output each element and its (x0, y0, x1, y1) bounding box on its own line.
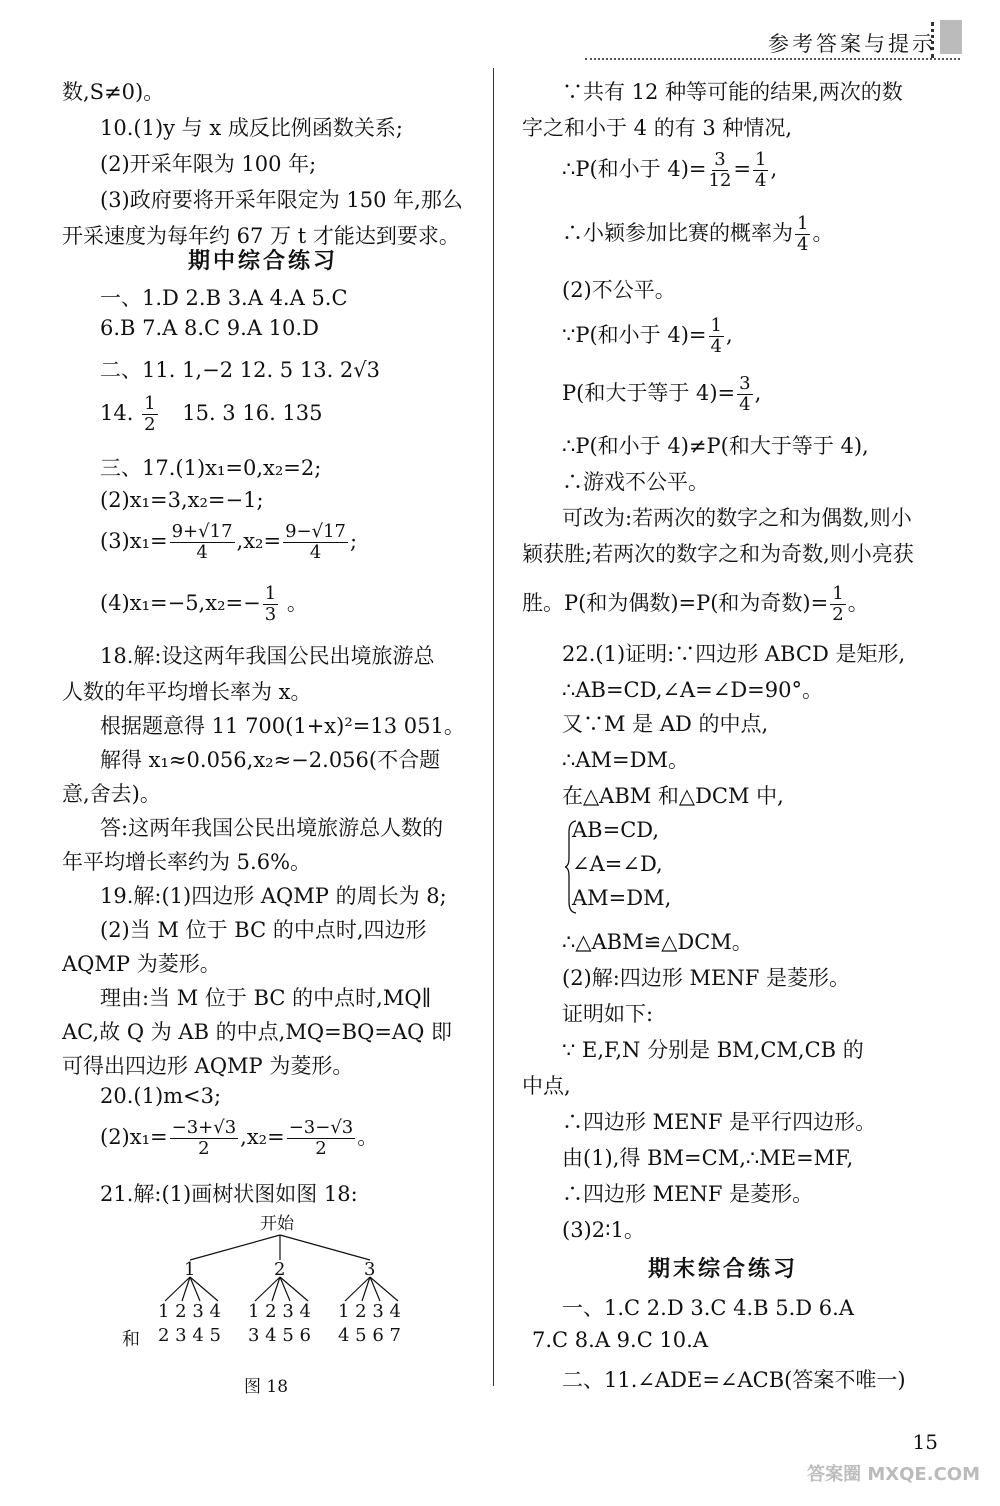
text-line (522, 584, 869, 625)
numerator: 9−√17 (285, 521, 346, 542)
text-line (100, 522, 357, 563)
numerator: 1 (710, 315, 722, 336)
text: 。 (280, 591, 308, 615)
text-line: ∴△ABM≌△DCM。 (562, 930, 753, 954)
text-line: AQMP 为菱形。 (62, 952, 221, 976)
text-line: 10.(1)y 与 x 成反比例函数关系; (100, 116, 403, 140)
text: 。 (812, 221, 834, 245)
text-line: AC,故 Q 为 AB 的中点,MQ=BQ=AQ 即 (62, 1020, 452, 1044)
denominator: 4 (739, 394, 751, 415)
text-line: ∴游戏不公平。 (562, 470, 709, 494)
denominator: 4 (196, 542, 208, 563)
text-line: ∴AM=DM。 (562, 748, 689, 772)
tree-leaves: 1 2 3 4 (338, 1301, 401, 1322)
text-line: AM=DM, (572, 886, 672, 910)
text-line (562, 150, 777, 191)
text: ,x₂= (240, 1125, 285, 1149)
numerator: 3 (714, 149, 726, 170)
header-tab (940, 20, 962, 54)
denominator: 2 (315, 1138, 327, 1159)
text-line: 字之和小于 4 的有 3 种情况, (522, 116, 793, 140)
denominator: 4 (309, 542, 322, 563)
fraction (170, 522, 235, 563)
numerator: 1 (264, 583, 277, 604)
text: ; (350, 529, 358, 553)
header-rule (585, 58, 960, 60)
text-line: 可得出四边形 AQMP 为菱形。 (62, 1054, 354, 1078)
text-line: 数,S≠0)。 (62, 80, 165, 104)
text-line: (3)政府要将开采年限定为 150 年,那么 (100, 188, 463, 212)
text-line: (2)x₁=3,x₂=−1; (100, 488, 264, 512)
q14-label: 14. (100, 401, 134, 425)
numerator: 1 (144, 393, 156, 414)
column-divider (493, 68, 494, 1386)
tree-start: 开始 (260, 1214, 294, 1234)
denominator: 4 (755, 170, 767, 191)
text-line: 证明如下: (562, 1002, 654, 1026)
fraction (737, 374, 752, 415)
section-title-midterm: 期中综合练习 (188, 248, 339, 274)
text-line: 21.解:(1)画树状图如图 18: (100, 1182, 358, 1206)
text-line: ∵ E,F,N 分别是 BM,CM,CB 的 (562, 1038, 864, 1062)
text-line: 19.解:(1)四边形 AQMP 的周长为 8; (100, 884, 447, 908)
q15-16: 15. 3 16. 135 (182, 401, 323, 425)
fraction (170, 1118, 239, 1159)
numerator: 1 (797, 213, 809, 234)
tree-diagram (120, 1205, 420, 1355)
text-line: 7.C 8.A 9.C 10.A (532, 1328, 708, 1352)
fraction (795, 214, 810, 255)
denominator: 2 (832, 604, 844, 625)
text-line: ∴四边形 MENF 是平行四边形。 (562, 1110, 877, 1134)
denominator: 4 (797, 234, 809, 255)
text-line: (2)解:四边形 MENF 是菱形。 (562, 966, 850, 990)
text-line: (3)2∶1。 (562, 1218, 645, 1242)
text-line: 一、1.D 2.B 3.A 4.A 5.C (100, 286, 348, 310)
text: (2)x₁= (100, 1125, 168, 1149)
numerator: 1 (832, 583, 844, 604)
text: , (754, 381, 762, 405)
text: ,x₂= (236, 529, 282, 553)
text-line (100, 584, 308, 625)
text-line: AB=CD, (572, 818, 660, 842)
text: (4)x₁=−5,x₂=− (100, 591, 261, 615)
text: = (733, 157, 752, 181)
tree-sums: 4 5 6 7 (338, 1325, 401, 1346)
tree-leaves: 1 2 3 4 (248, 1301, 311, 1322)
fraction (709, 150, 732, 191)
text-line: 22.(1)证明:∵四边形 ABCD 是矩形, (562, 642, 906, 666)
text-line: 一、1.C 2.D 3.C 4.B 5.D 6.A (562, 1296, 855, 1320)
text-line: 解得 x₁≈0.056,x₂≈−2.056(不合题 (100, 748, 441, 772)
text-line (562, 214, 833, 255)
text-line: 三、17.(1)x₁=0,x₂=2; (100, 456, 322, 480)
text-line: 可改为:若两次的数字之和为偶数,则小 (562, 506, 912, 530)
text-line (100, 1118, 378, 1159)
denominator: 3 (264, 604, 277, 625)
fraction (709, 316, 724, 357)
text: P(和大于等于 4)= (562, 381, 736, 405)
section-title-final: 期末综合练习 (648, 1256, 799, 1282)
text-line: 中点, (522, 1074, 571, 1098)
text: ∵P(和小于 4)= (562, 323, 707, 347)
text: ∴P(和小于 4)= (562, 157, 707, 181)
tree-sums: 3 4 5 6 (248, 1325, 311, 1346)
header-title: 参考答案与提示 (768, 32, 936, 56)
text: ∴小颖参加比赛的概率为 (562, 221, 793, 245)
text-line: ∵共有 12 种等可能的结果,两次的数 (562, 80, 903, 104)
numerator: 1 (755, 149, 767, 170)
text: 。 (847, 591, 869, 615)
text-line: ∴四边形 MENF 是菱形。 (562, 1182, 814, 1206)
text-line: 意,舍去)。 (62, 782, 161, 806)
text-line: 人数的年平均增长率为 x。 (62, 680, 312, 704)
text-line: 根据题意得 11 700(1+x)²=13 051。 (100, 714, 465, 738)
text-line: 二、11.∠ADE=∠ACB(答案不唯一) (562, 1368, 906, 1392)
tree-sums: 2 3 4 5 (158, 1325, 221, 1346)
denominator: 2 (198, 1138, 210, 1159)
text-line (562, 316, 733, 357)
denominator: 4 (710, 336, 722, 357)
tree-node: 1 (184, 1259, 196, 1280)
text-line: 18.解:设这两年我国公民出境旅游总 (100, 644, 435, 668)
fraction (283, 522, 348, 563)
text-line (562, 374, 761, 415)
watermark: 答案圈 MXQE.COM (807, 1464, 980, 1485)
text-line: 又∵M 是 AD 的中点, (562, 712, 769, 736)
text-line: ∴AB=CD,∠A=∠D=90°。 (562, 678, 823, 702)
text-line: 由(1),得 BM=CM,∴ME=MF, (562, 1146, 854, 1170)
text-line (100, 394, 323, 435)
numerator: 9+√17 (171, 521, 233, 542)
text-line: ∠A=∠D, (572, 852, 663, 876)
fraction (263, 584, 278, 625)
fraction (830, 584, 845, 625)
text-line: 理由:当 M 位于 BC 的中点时,MQ∥ (100, 986, 432, 1010)
text-line: 在△ABM 和△DCM 中, (562, 784, 784, 808)
figure-caption: 图 18 (244, 1377, 289, 1397)
denominator: 12 (708, 170, 732, 191)
text-line: 开采速度为每年约 67 万 t 才能达到要求。 (62, 224, 460, 248)
page-number: 15 (912, 1430, 938, 1454)
text-line: 6.B 7.A 8.C 9.A 10.D (100, 316, 319, 340)
tree-node: 3 (364, 1259, 376, 1280)
tree-sum-label: 和 (122, 1329, 140, 1350)
text-line: (2)开采年限为 100 年; (100, 152, 317, 176)
fraction (142, 394, 157, 435)
tree-leaves: 1 2 3 4 (158, 1301, 221, 1322)
text: (3)x₁= (100, 529, 168, 553)
fraction (753, 150, 768, 191)
numerator: −3+√3 (171, 1117, 237, 1138)
text-line: 年平均增长率约为 5.6%。 (62, 850, 312, 874)
text-line: (2)不公平。 (562, 278, 676, 302)
text: , (770, 157, 778, 181)
tree-node: 2 (274, 1259, 286, 1280)
text-line: (2)当 M 位于 BC 的中点时,四边形 (100, 918, 427, 942)
text-line: 颖获胜;若两次的数字之和为奇数,则小亮获 (522, 542, 914, 566)
text: 。 (357, 1125, 379, 1149)
text-line: 答:这两年我国公民出境旅游总人数的 (100, 816, 444, 840)
text-line: 二、11. 1,−2 12. 5 13. 2√3 (100, 358, 381, 382)
text-line: 20.(1)m<3; (100, 1084, 222, 1108)
text: , (725, 323, 733, 347)
fraction (287, 1118, 356, 1159)
numerator: 3 (739, 373, 751, 394)
numerator: −3−√3 (288, 1117, 354, 1138)
text: 胜。P(和为偶数)=P(和为奇数)= (522, 591, 829, 615)
text-line: ∴P(和小于 4)≠P(和大于等于 4), (562, 434, 869, 458)
denominator: 2 (144, 414, 156, 435)
